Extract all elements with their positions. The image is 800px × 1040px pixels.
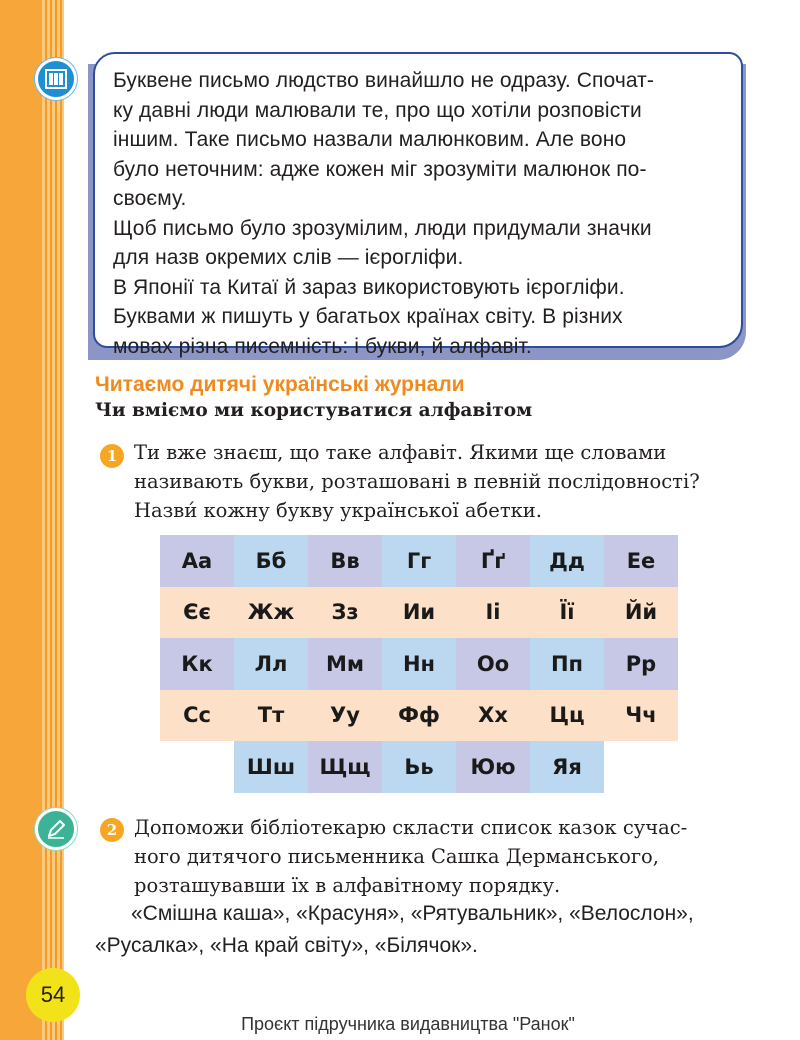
alphabet-row — [160, 741, 680, 793]
alphabet-row — [160, 587, 680, 639]
task-number-badge: 1 — [100, 444, 124, 468]
letter-cell: Пп — [530, 638, 604, 690]
footer-note: Проєкт підручника видавництва "Ранок" — [241, 1014, 575, 1034]
info-line: Буквами ж пишуть у багатьох країнах світу. В різних — [113, 305, 623, 328]
letter-cell: Шш — [234, 741, 308, 793]
task2-line: Допоможи бібліотекарю скласти список казок сучас- — [134, 816, 688, 839]
info-line: було неточним: адже кожен міг зрозуміти малюнок по- — [113, 157, 647, 181]
section-title: Читаємо дитячі українські журнали — [95, 373, 465, 396]
task1-line: називають букви, розташовані в певній послідовності? — [134, 470, 700, 493]
letter-cell: Уу — [308, 690, 382, 742]
letter-cell: Іі — [456, 587, 530, 639]
letter-cell: Кк — [160, 638, 234, 690]
info-line: ку давні люди малювали те, про що хотіли розповісти — [113, 98, 642, 122]
letter-cell: Її — [530, 587, 604, 639]
letter-cell: Нн — [382, 638, 456, 690]
info-line: для назв окремих слів — ієрогліфи. — [113, 246, 464, 269]
letter-cell: Яя — [530, 741, 604, 793]
letter-cell: Хх — [456, 690, 530, 742]
empty-cell — [160, 741, 234, 793]
page-margin — [0, 0, 42, 1040]
task1-line: Ти вже знаєш, що таке алфавіт. Якими ще словами — [134, 441, 667, 464]
letter-cell: Гг — [382, 535, 456, 587]
task-number-badge: 2 — [100, 818, 124, 842]
letter-cell: Бб — [234, 535, 308, 587]
letter-cell: Цц — [530, 690, 604, 742]
letter-cell: Жж — [234, 587, 308, 639]
letter-cell: Вв — [308, 535, 382, 587]
alphabet-row — [160, 535, 680, 587]
letter-cell: Юю — [456, 741, 530, 793]
library-icon — [35, 58, 77, 100]
letter-cell: Чч — [604, 690, 678, 742]
alphabet-row — [160, 690, 680, 742]
alphabet-table — [160, 535, 680, 793]
letter-cell: Фф — [382, 690, 456, 742]
letter-cell: Ґґ — [456, 535, 530, 587]
letter-cell: Оо — [456, 638, 530, 690]
letter-cell: Мм — [308, 638, 382, 690]
info-line: Щоб письмо було зрозумілим, люди придумали значки — [113, 216, 652, 240]
letter-cell: Тт — [234, 690, 308, 742]
letter-cell: Лл — [234, 638, 308, 690]
info-line: мовах різна писемність: і букви, й алфавіт. — [113, 334, 532, 358]
section-subtitle: Чи вміємо ми користуватися алфавітом — [95, 400, 533, 421]
alphabet-row — [160, 638, 680, 690]
titles-line: «Смішна каша», «Красуня», «Рятувальник», «Велослон», — [131, 902, 694, 925]
info-line: іншим. Таке письмо назвали малюнковим. Але воно — [113, 128, 627, 151]
info-box — [93, 52, 743, 358]
page-number: 54 — [26, 968, 80, 1022]
info-line: своєму. — [113, 187, 187, 210]
letter-cell: Аа — [160, 535, 234, 587]
letter-cell: Єє — [160, 587, 234, 639]
letter-cell: Сс — [160, 690, 234, 742]
task2-line: ного дитячого письменника Сашка Дерманського, — [134, 845, 659, 868]
margin-stripes — [42, 0, 64, 1040]
letter-cell: Зз — [308, 587, 382, 639]
letter-cell: Ии — [382, 587, 456, 639]
task1-instruction: Назви́ кожну букву української абетки. — [134, 499, 543, 522]
empty-cell — [604, 741, 678, 793]
letter-cell: Йй — [604, 587, 678, 639]
task2-line: розташувавши їх в алфавітному порядку. — [134, 874, 561, 897]
pen-icon — [35, 808, 77, 850]
task2-question — [134, 813, 754, 900]
letter-cell: Ьь — [382, 741, 456, 793]
story-titles — [95, 898, 750, 962]
task1-question — [134, 438, 754, 496]
info-line: Буквене письмо людство винайшло не одразу. Спочат- — [113, 69, 654, 92]
letter-cell: Рр — [604, 638, 678, 690]
letter-cell: Щщ — [308, 741, 382, 793]
titles-line: «Русалка», «На край світу», «Білячок». — [95, 934, 478, 957]
info-line: В Японії та Китаї й зараз використовують ієрогліфи. — [113, 275, 625, 299]
letter-cell: Дд — [530, 535, 604, 587]
letter-cell: Ее — [604, 535, 678, 587]
